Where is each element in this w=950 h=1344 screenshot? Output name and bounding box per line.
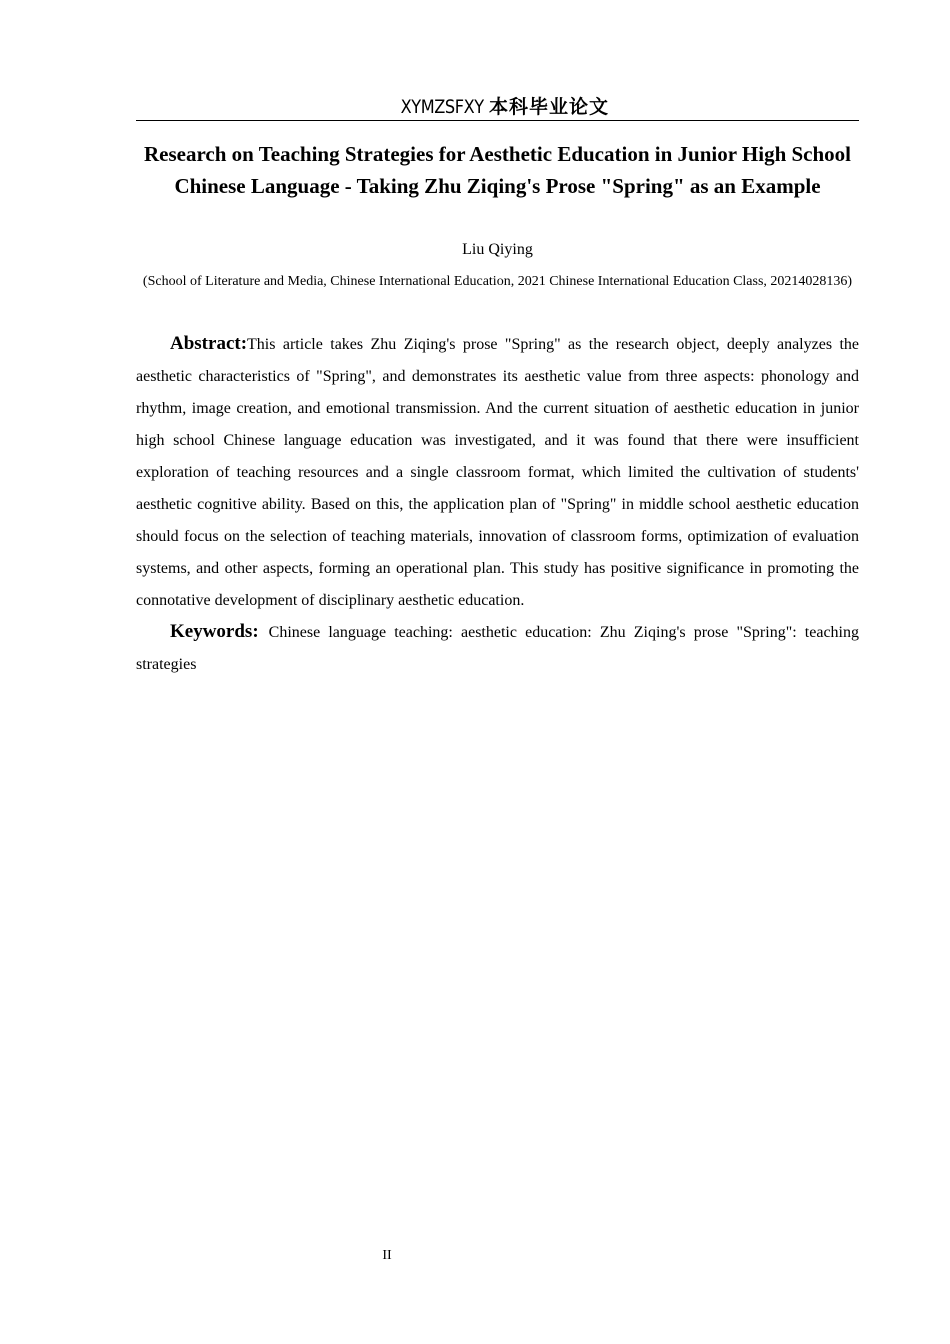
page-number: II	[382, 1248, 392, 1263]
running-header	[136, 92, 859, 121]
author-affiliation: (School of Literature and Media, Chinese International Education, 2021 Chinese International Education Class, 20214028136)	[142, 274, 853, 289]
keywords-label: Keywords:	[170, 621, 259, 642]
author-name: Liu Qiying	[462, 241, 533, 258]
abstract-paragraph	[136, 328, 859, 617]
keywords-paragraph	[136, 616, 859, 681]
header-chinese-label: 本科毕业论文	[488, 96, 609, 118]
header-code: XYMZSFXY	[400, 96, 484, 118]
abstract-label: Abstract:	[170, 333, 248, 354]
abstract-text: This article takes Zhu Ziqing's prose "Spring" as the research object, deeply analyzes the aesthetic characteristics of "Spring", and demonstrates its aesthetic value from three aspects: phonology and rhythm, image creation, and emotional transmission. And the current situation of aesthetic education in junior high school Chinese language education was investigated, and it was found that there were insufficient exploration of teaching resources and a single classroom format, which limited the cultivation of students' aesthetic cognitive ability. Based on this, the application plan of "Spring" in middle school aesthetic education should focus on the selection of teaching materials, innovation of classroom forms, optimization of evaluation systems, and other aspects, forming an operational plan. This study has positive significance in promoting the connotative development of disciplinary aesthetic education.	[136, 336, 859, 609]
keywords-text: Chinese language teaching: aesthetic education: Zhu Ziqing's prose "Spring": teaching strategies	[136, 624, 859, 673]
paper-title: Research on Teaching Strategies for Aesthetic Education in Junior High School Chinese Language - Taking Zhu Ziqing's Prose "Spring" as an Example	[143, 142, 852, 198]
